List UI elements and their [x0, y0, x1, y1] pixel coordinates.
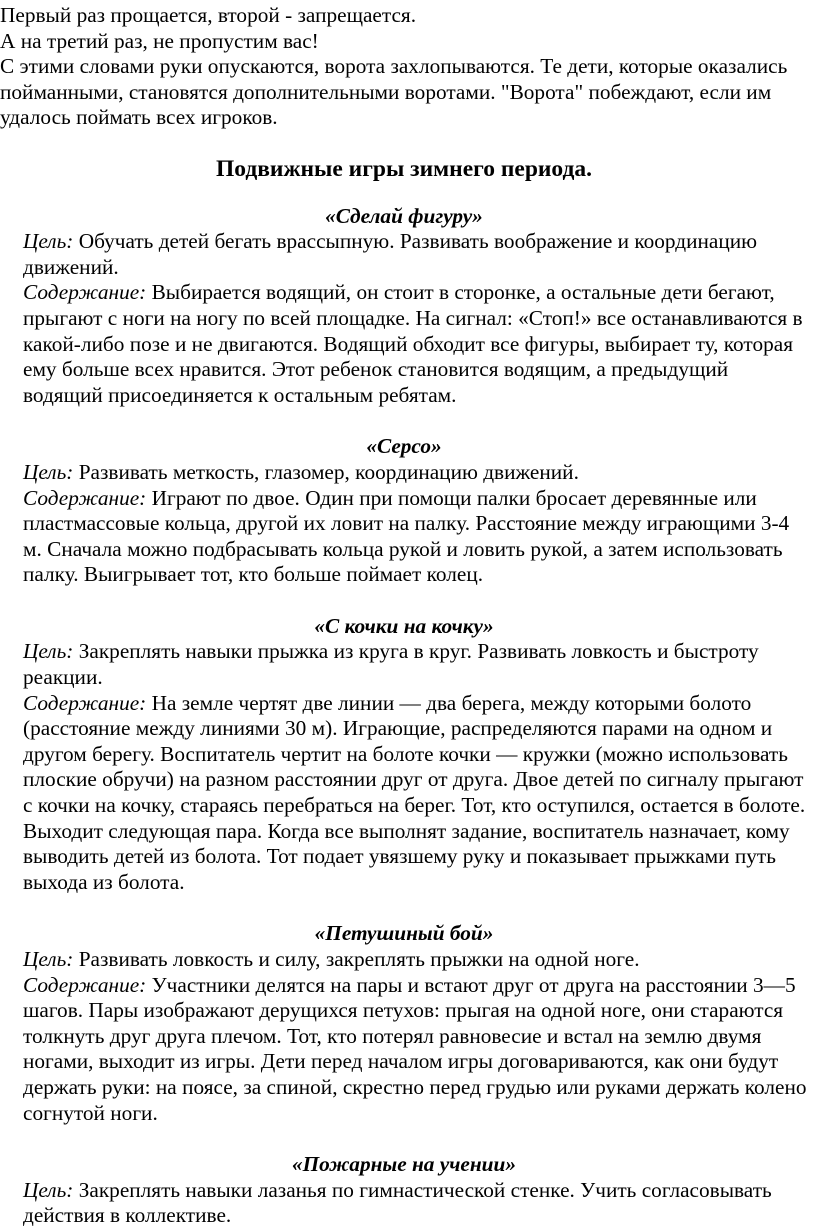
game-content [0, 280, 808, 408]
game-content [0, 486, 808, 588]
section-title: Подвижные игры зимнего периода. [215, 155, 593, 182]
content-text: Выбирается водящий, он стоит в сторонке, а остальные дети бегают, прыгают с ноги на ногу по всей площадке. На сигнал: «Стоп!» все останавливаются в какой-либо позе и не двигаются. Водящий обходит все фигуры, выбирает ту, которая ему больше всех нравится. Этот ребенок становится водящим, а предыдущий водящий присоединяется к остальным ребятам. [23, 280, 803, 407]
goal-label: Цель: [23, 1177, 74, 1202]
game-title: «Петушиный бой» [314, 921, 494, 946]
goal-text: Развивать меткость, глазомер, координацию движений. [73, 459, 579, 484]
goal-text: Закреплять навыки лазанья по гимнастической стенке. Учить согласовывать действия в коллективе. [23, 1177, 772, 1228]
content-label: Содержание: [23, 972, 147, 997]
intro-paragraph: С этими словами руки опускаются, ворота захлопываются. Те дети, которые оказались пойманными, становятся дополнительными воротами. "Ворота" побеждают, если им удалось поймать всех игроков. [0, 54, 788, 130]
intro-line: А на третий раз, не пропустим вас! [0, 28, 319, 53]
content-label: Содержание: [23, 690, 147, 715]
game-goal [0, 1178, 808, 1229]
game-title: «С кочки на кочку» [314, 613, 494, 638]
intro-line: Первый раз прощается, второй - запрещается. [0, 3, 417, 27]
game-goal [0, 947, 808, 973]
goal-text: Закреплять навыки прыжка из круга в круг. Развивать ловкость и быстроту реакции. [23, 639, 759, 690]
content-label: Содержание: [23, 485, 147, 510]
game-title: «Сделай фигуру» [325, 203, 483, 228]
goal-text: Обучать детей бегать врассыпную. Развивать воображение и координацию движений. [23, 229, 758, 279]
goal-text: Развивать ловкость и силу, закреплять прыжки на одной ноге. [73, 947, 640, 971]
goal-label: Цель: [23, 947, 74, 971]
goal-label: Цель: [23, 229, 74, 254]
goal-label: Цель: [23, 459, 74, 484]
game-title: «Серсо» [366, 434, 442, 459]
game-content [0, 691, 808, 896]
game-goal [0, 639, 808, 690]
game-content [0, 973, 808, 1127]
content-label: Содержание: [23, 280, 147, 305]
game-goal [0, 460, 808, 486]
game-title: «Пожарные на учении» [291, 1152, 517, 1177]
content-text: Участники делятся на пары и встают друг от друга на расстоянии 3—5 шагов. Пары изображают дерущихся петухов: прыгая на одной ноге, они стараются толкнуть друг друга плечом. Тот, кто потерял равновесие и встал на землю двумя ногами, выходит из игры. Дети перед началом игры договариваются, как они будут держать руки: на поясе, за спиной, скрестно перед грудью или руками держать колено согнутой ноги. [23, 972, 807, 1125]
content-text: Играют по двое. Один при помощи палки бросает деревянные или пластмассовые кольца, другой их ловит на палку. Расстояние между играющими 3-4 м. Сначала можно подбрасывать кольца рукой и ловить рукой, а затем использовать палку. Выигрывает тот, кто больше поймает колец. [23, 485, 790, 587]
game-goal [0, 229, 808, 280]
goal-label: Цель: [23, 639, 74, 664]
content-text: На земле чертят две линии — два берега, между которыми болото (расстояние между линиями 30 м). Играющие, распределяются парами на одном и другом берегу. Воспитатель чертит на болоте кочки — кружки (можно использовать плоские обручи) на разном расстоянии друг от друга. Двое детей по сигналу прыгают с кочки на кочку, стараясь перебраться на берег. Тот, кто оступился, остается в болоте. Выходит следующая пара. Когда все выполнят задание, воспитатель назначает, кому выводить детей из болота. Тот подает увязшему руку и показывает прыжками путь выхода из болота. [23, 690, 806, 894]
